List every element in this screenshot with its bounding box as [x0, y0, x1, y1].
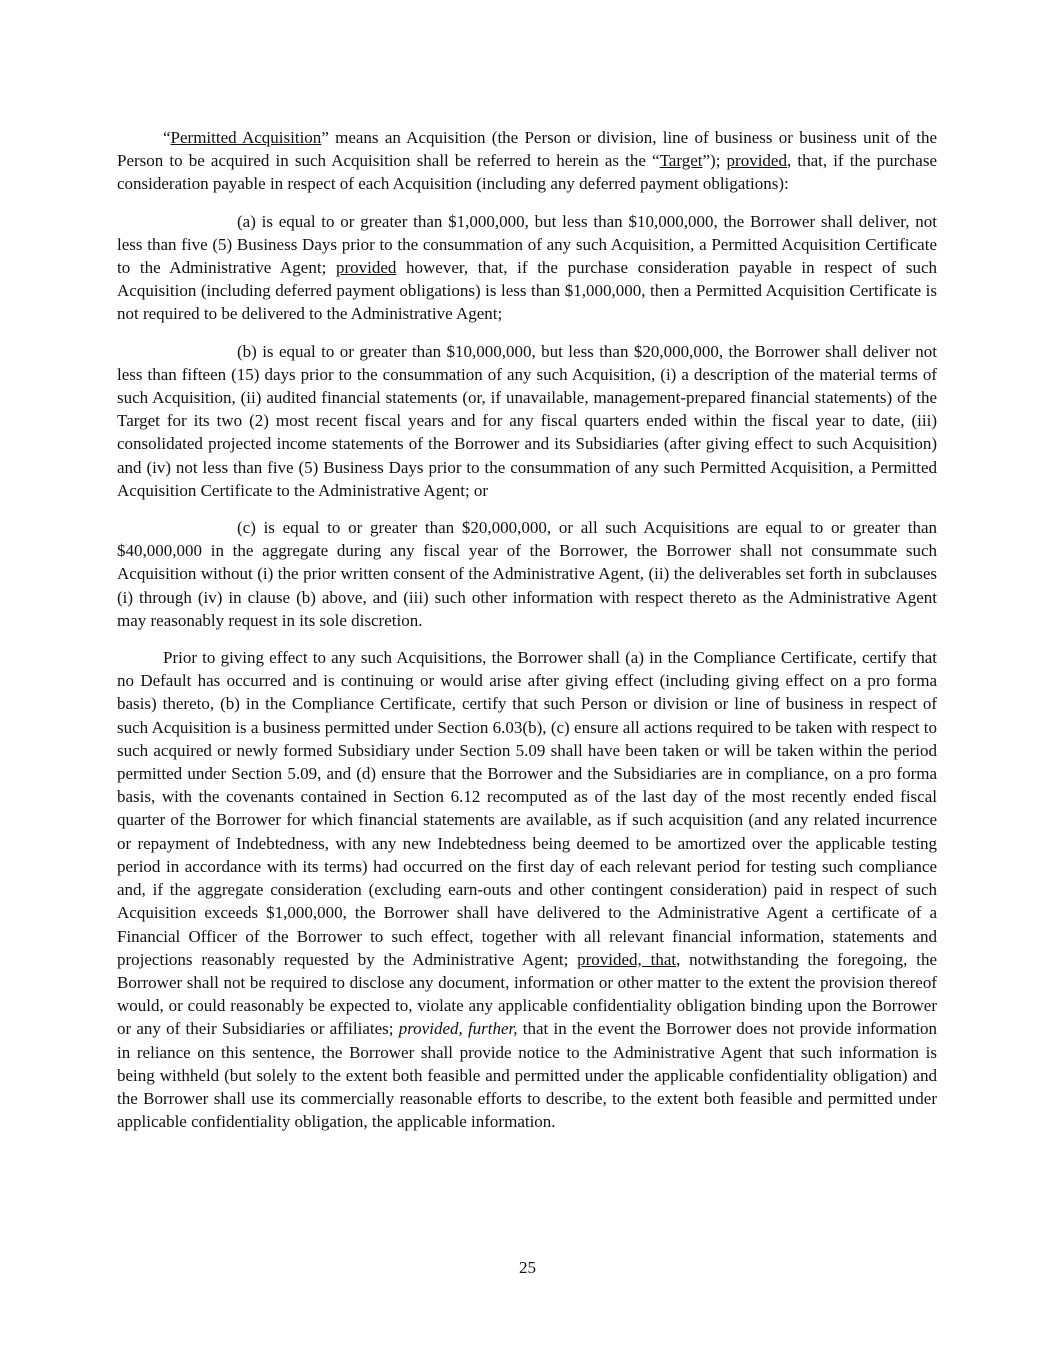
text-segment: provided	[726, 151, 787, 171]
text-segment: (c) is equal to or greater than $20,000,000, or all such Acquisitions are equal to or greater than $40,000,000 in the aggregate during any fiscal year of the Borrower, the Borrower shall not consummate such Acquisition without (i) the prior written consent of the Administrative Agent, (ii) the deliverables set forth in subclauses (i) through (iv) in clause (b) above, and (iii) such other information with respect thereto as the Administrative Agent may reasonably request in its sole discretion.	[117, 518, 937, 630]
text-segment: provided, further,	[398, 1019, 518, 1039]
text-segment: ”);	[702, 151, 727, 171]
text-segment: (a) is equal to or greater than $1,000,000, but less than $10,000,000, the Borrower shall deliver, not less than five (5) Business Days prior to the consummation of any such Acquisition, a Permitted Acquisition Certificate to the Administrative Agent;	[117, 211, 937, 278]
text-segment: Prior to giving effect to any such Acquisitions, the Borrower shall (a) in the Compliance Certificate, certify that no Default has occurred and is continuing or would arise after giving effect (including giving effect on a pro forma basis) thereto, (b) in the Compliance Certificate, certify that such Person or division or line of business in respect of such Acquisition is a business permitted under Section 6.03(b), (c) ensure all actions required to be taken with respect to such acquired or newly formed Subsidiary under Section 5.09 shall have been taken or will be taken within the period permitted under Section 5.09, and (d) ensure that the Borrower and the Subsidiaries are in compliance, on a pro forma basis, with the covenants contained in Section 6.12 recomputed as of the last day of the most recently ended fiscal quarter of the Borrower for which financial statements are available, as if such acquisition (and any related incurrence or repayment of Indebtedness, with any new Indebtedness being deemed to be amortized over the applicable testing period in accordance with its terms) had occurred on the first day of each relevant period for testing such compliance and, if the aggregate consideration (excluding earn-outs and other contingent consideration) paid in respect of such Acquisition exceeds $1,000,000, the Borrower shall have delivered to the Administrative Agent a certificate of a Financial Officer of the Borrower to such effect, together with all relevant financial information, statements and projections reasonably requested by the Administrative Agent;	[117, 648, 937, 969]
paragraph	[117, 340, 937, 502]
text-segment: (b) is equal to or greater than $10,000,000, but less than $20,000,000, the Borrower shall deliver not less than fifteen (15) days prior to the consummation of any such Acquisition, (i) a description of the material terms of such Acquisition, (ii) audited financial statements (or, if unavailable, management-prepared financial statements) of the Target for its two (2) most recent fiscal years and for any fiscal quarters ended within the fiscal year to date, (iii) consolidated projected income statements of the Borrower and its Subsidiaries (after giving effect to such Acquisition) and (iv) not less than five (5) Business Days prior to the consummation of any such Permitted Acquisition, a Permitted Acquisition Certificate to the Administrative Agent; or	[117, 341, 937, 500]
page-number: 25	[519, 1258, 536, 1277]
document-body	[117, 126, 937, 1147]
text-segment: , notwithstanding the foregoing, the Borrower shall not be required to disclose any document, information or other matter to the extent the provision thereof would, or could reasonably be expected to, violate any applicable confidentiality obligation binding upon the Borrower or any of their Subsidiaries or affiliates;	[117, 949, 937, 1039]
text-segment: Target	[659, 151, 703, 171]
text-segment: “	[163, 128, 171, 147]
text-segment: Permitted Acquisition	[170, 128, 322, 147]
paragraph	[117, 210, 937, 326]
paragraph	[117, 516, 937, 632]
text-segment: that in the event the Borrower does not provide information in reliance on this sentence, the Borrower shall provide notice to the Administrative Agent that such information is being withheld (but solely to the extent both feasible and permitted under the applicable confidentiality obligation) and the Borrower shall use its commercially reasonable efforts to describe, to the extent both feasible and permitted under applicable confidentiality obligation, the applicable information.	[117, 1019, 937, 1132]
paragraph	[117, 126, 937, 196]
text-segment: however, that, if the purchase consideration payable in respect of such Acquisition (including deferred payment obligations) is less than $1,000,000, then a Permitted Acquisition Certificate is not required to be delivered to the Administrative Agent;	[117, 258, 938, 324]
text-segment: provided	[335, 258, 397, 278]
text-segment: provided, that	[577, 949, 677, 969]
paragraph	[117, 646, 937, 1133]
text-segment: , that, if the purchase consideration payable in respect of each Acquisition (including any deferred payment obligations):	[117, 151, 938, 194]
text-segment: ” means an Acquisition (the Person or division, line of business or business unit of the Person to be acquired in such Acquisition shall be referred to herein as the “	[117, 128, 937, 171]
